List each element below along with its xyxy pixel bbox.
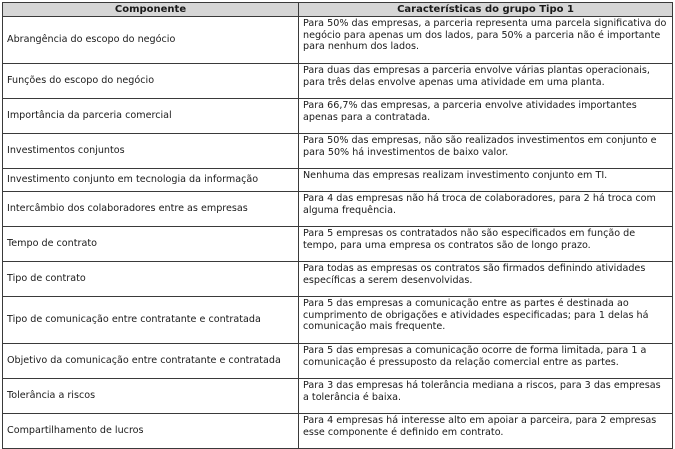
row-characteristics: Para 4 das empresas não há troca de colaboradores, para 2 há troca com alguma frequência. [299, 192, 673, 227]
row-characteristics: Para 66,7% das empresas, a parceria envolve atividades importantes apenas para a contratada. [299, 99, 673, 134]
table-row [3, 99, 673, 134]
row-characteristics: Para 50% das empresas, a parceria representa uma parcela significativa do negócio para apenas um dos lados, para 50% a parceria não é importante para nenhum dos lados. [299, 17, 673, 64]
row-characteristics: Nenhuma das empresas realizam investimento conjunto em TI. [299, 169, 673, 192]
table-row [3, 262, 673, 297]
row-component: Tipo de contrato [3, 262, 299, 297]
table-row [3, 379, 673, 414]
header-component: Componente [3, 3, 299, 17]
row-characteristics: Para duas das empresas a parceria envolve várias plantas operacionais, para três delas envolve apenas uma atividade em uma planta. [299, 64, 673, 99]
characteristics-table [2, 2, 673, 449]
row-characteristics: Para todas as empresas os contratos são firmados definindo atividades específicas a serem desenvolvidas. [299, 262, 673, 297]
header-characteristics: Características do grupo Tipo 1 [299, 3, 673, 17]
table-row [3, 134, 673, 169]
row-component: Funções do escopo do negócio [3, 64, 299, 99]
table-row [3, 297, 673, 344]
table-row [3, 227, 673, 262]
table-header-row [3, 3, 673, 17]
row-component: Tolerância a riscos [3, 379, 299, 414]
row-characteristics: Para 3 das empresas há tolerância mediana a riscos, para 3 das empresas a tolerância é baixa. [299, 379, 673, 414]
table-row [3, 64, 673, 99]
row-component: Abrangência do escopo do negócio [3, 17, 299, 64]
row-component: Tempo de contrato [3, 227, 299, 262]
row-characteristics: Para 4 empresas há interesse alto em apoiar a parceira, para 2 empresas esse componente é definido em contrato. [299, 414, 673, 449]
row-component: Investimento conjunto em tecnologia da informação [3, 169, 299, 192]
row-component: Importância da parceria comercial [3, 99, 299, 134]
table-row [3, 344, 673, 379]
row-characteristics: Para 5 das empresas a comunicação entre as partes é destinada ao cumprimento de obrigações e atividades especificadas; para 1 delas há comunicação mais frequente. [299, 297, 673, 344]
row-component: Tipo de comunicação entre contratante e contratada [3, 297, 299, 344]
row-component: Intercâmbio dos colaboradores entre as empresas [3, 192, 299, 227]
row-characteristics: Para 5 das empresas a comunicação ocorre de forma limitada, para 1 a comunicação é pressuposto da relação comercial entre as partes. [299, 344, 673, 379]
table-row [3, 17, 673, 64]
row-characteristics: Para 50% das empresas, não são realizados investimentos em conjunto e para 50% há investimentos de baixo valor. [299, 134, 673, 169]
row-component: Objetivo da comunicação entre contratante e contratada [3, 344, 299, 379]
row-characteristics: Para 5 empresas os contratados não são especificados em função de tempo, para uma empresa os contratos são de longo prazo. [299, 227, 673, 262]
table-row [3, 192, 673, 227]
table-row [3, 169, 673, 192]
row-component: Investimentos conjuntos [3, 134, 299, 169]
row-component: Compartilhamento de lucros [3, 414, 299, 449]
